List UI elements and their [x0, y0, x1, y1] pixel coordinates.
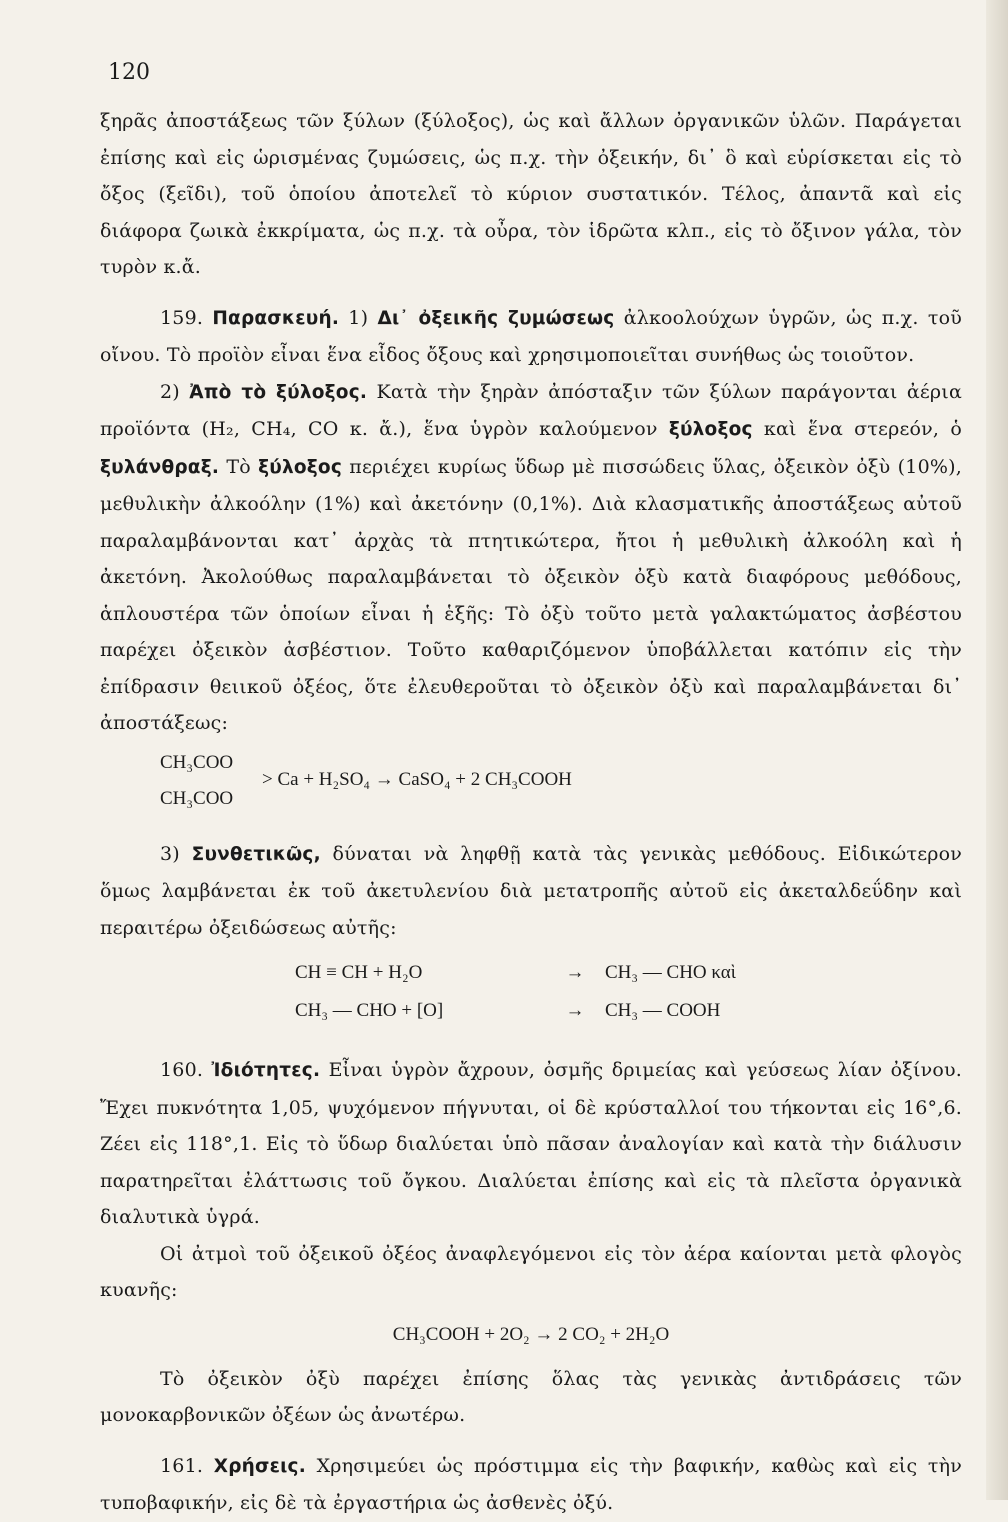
section-161-title: Χρήσεις. — [213, 1455, 306, 1477]
sub2-bold-b: ξυλάνθραξ. — [100, 456, 220, 478]
eq1-rest: > Ca + H₂SO₄ → CaSO₄ + 2 CH₃COOH — [262, 768, 572, 790]
sub2-paragraph — [100, 374, 962, 742]
sub2-title: Ἀπὸ τὸ ξύλοξος. — [189, 381, 368, 403]
eq3-left: CH₃ — CHO + [O] — [295, 1000, 444, 1021]
sub1-title: Δι᾽ ὀξεικῆς ζυμώσεως — [377, 307, 615, 329]
section-161-text: Χρησιμεύει ὡς πρόστιμμα εἰς τὴν βαφικήν, καθὼς καὶ εἰς τὴν τυποβαφικήν, εἰς δὲ τὰ ἐργαστήρια ὡς ἀσθενὲς ὀξύ. — [100, 1454, 962, 1514]
section-159-paragraph — [100, 300, 962, 374]
intro-paragraph: ξηρᾶς ἀποστάξεως τῶν ξύλων (ξύλοξος), ὡς καὶ ἄλλων ὀργανικῶν ὑλῶν. Παράγεται ἐπίσης καὶ εἰς ὡρισμένας ζυμώσεις, ὡς π.χ. τὴν ὀξεικήν, δι᾽ ὃ καὶ εὑρίσκεται εἰς τὸ ὄξος (ξεῖδι), τοῦ ὁποίου ἀποτελεῖ τὸ κύριον συστατικόν. Τέλος, ἀπαντᾶ καὶ εἰς διάφορα ζωικὰ ἐκκρίματα, ὡς π.χ. τὰ οὖρα, τὸν ἱδρῶτα κλπ., εἰς τὸ ὄξινον γάλα, τὸν τυρὸν κ.ἄ. — [100, 110, 962, 278]
section-160-text: Εἶναι ὑγρὸν ἄχρουν, ὀσμῆς δριμείας καὶ γεύσεως λίαν ὀξίνου. Ἔχει πυκνότητα 1,05, ψυχόμενον πήγνυται, οἱ δὲ κρύσταλλοί του τήκονται εἰς 16°,6. Ζέει εἰς 118°,1. Εἰς τὸ ὕδωρ διαλύεται ὑπὸ πᾶσαν ἀναλογίαν καὶ κατὰ τὴν διάλυσιν παρατηρεῖται ἐλάττωσις τοῦ ὄγκου. Διαλύεται ἐπίσης καὶ εἰς τὰ πλεῖστα ὀργανικὰ διαλυτικὰ ὑγρά. — [100, 1059, 962, 1228]
sub1-text: ἀλκοολούχων ὑγρῶν, ὡς π.χ. τοῦ οἴνου. Τὸ προϊὸν εἶναι ἕνα εἶδος ὄξους καὶ χρησιμοποιεῖται συνήθως ὡς τοιοῦτον. — [100, 306, 962, 366]
section-161-number: 161. — [160, 1454, 204, 1477]
sub3-paragraph — [100, 836, 962, 947]
equation-acetylene-block — [295, 954, 962, 1030]
eq2-arrow: → — [565, 962, 585, 983]
section-161-paragraph — [100, 1448, 962, 1522]
sub2-bold-c: ξύλοξος — [258, 456, 342, 478]
sub2-text-d: περιέχει κυρίως ὕδωρ μὲ πισσώδεις ὕλας, ὀξεικὸν ὀξὺ (10%), μεθυλικὴν ἀλκοόλην (1%) καὶ ἀκετόνην (0,1%). Διὰ κλασματικῆς ἀποστάξεως αὐτοῦ παραλαμβάνονται κατ᾽ ἀρχὰς τὰ πτητικώτερα, ἤτοι ἡ μεθυλικὴ ἀλκοόλη καὶ ἡ ἀκετόνη. Ἀκολούθως παραλαμβάνεται τὸ ὀξεικὸν ὀξὺ κατὰ διαφόρους μεθόδους, ἁπλουστέρα τῶν ὁποίων εἶναι ἡ ἑξῆς: Τὸ ὀξὺ τοῦτο μετὰ γαλακτώματος ἀσβέστου παρέχει ὀξεικὸν ἀσβέστιον. Τοῦτο καθαριζόμενον ὑποβάλλεται κατόπιν εἰς τὴν ἐπίδρασιν θειικοῦ ὀξέος, ὅτε ἐλευθεροῦται τὸ ὀξεικὸν ὀξὺ καὶ παραλαμβάνεται δι᾽ ἀποστάξεως: — [100, 455, 962, 734]
eq3-arrow: → — [565, 1000, 585, 1021]
section-159-number: 159. — [160, 306, 204, 329]
page-edge — [986, 0, 1008, 1500]
sub2-number: 2) — [160, 380, 180, 403]
sub2-text-a: Κατὰ τὴν ξηρὰν ἀπόσταξιν τῶν ξύλων παράγονται ἀέρια προϊόντα (H₂, CH₄, CO κ. ἄ.), ἕνα ὑγρὸν καλούμενον — [100, 380, 962, 440]
sub3-title: Συνθετικῶς, — [191, 843, 321, 865]
page-number: 120 — [108, 60, 150, 85]
sub1-number: 1) — [348, 306, 369, 329]
section-160-title: Ἰδιότητες. — [211, 1060, 321, 1081]
section-160-vapours-paragraph: Οἱ ἀτμοὶ τοῦ ὀξεικοῦ ὀξέος ἀναφλεγόμενοι εἰς τὸν ἀέρα καίονται μετὰ φλογὸς κυανῆς: — [100, 1242, 962, 1301]
equation-combustion: CH₃COOH + 2O₂ → 2 CO₂ + 2H₂O — [392, 1323, 670, 1345]
section-159-title: Παρασκευή. — [212, 307, 340, 329]
sub3-text: δύναται νὰ ληφθῇ κατὰ τὰς γενικὰς μεθόδους. Εἰδικώτερον ὅμως λαμβάνεται ἐκ τοῦ ἀκετυλενίου διὰ μετατροπῆς αὐτοῦ εἰς ἀκεταλδεΰδην καὶ περαιτέρω ὀξειδώσεως αὐτῆς: — [100, 842, 962, 939]
sub2-bold-a: ξύλοξος — [668, 419, 753, 440]
section-160-number: 160. — [160, 1059, 204, 1081]
sub3-number: 3) — [160, 842, 180, 865]
book-page — [100, 60, 962, 1522]
equation-calcium-acetate — [160, 752, 962, 824]
eq2-left: CH ≡ CH + H₂O — [295, 962, 423, 983]
sub2-text-c: Τὸ — [226, 455, 251, 478]
eq3-right: CH₃ — COOH — [605, 1000, 721, 1021]
eq1-bottom: CH₃COO — [160, 787, 234, 809]
section-160-paragraph — [100, 1052, 962, 1236]
sub2-text-b: καὶ ἕνα στερεόν, ὁ — [763, 418, 962, 440]
eq2-right: CH₃ — CHO καὶ — [605, 962, 736, 983]
section-160-reactions-paragraph: Τὸ ὀξεικὸν ὀξὺ παρέχει ἐπίσης ὅλας τὰς γενικὰς ἀντιδράσεις τῶν μονοκαρβονικῶν ὀξέων ὡς ἀνωτέρω. — [100, 1367, 962, 1426]
eq1-top: CH₃COO — [160, 751, 234, 773]
equation-row — [295, 954, 962, 992]
equation-row — [295, 992, 962, 1030]
